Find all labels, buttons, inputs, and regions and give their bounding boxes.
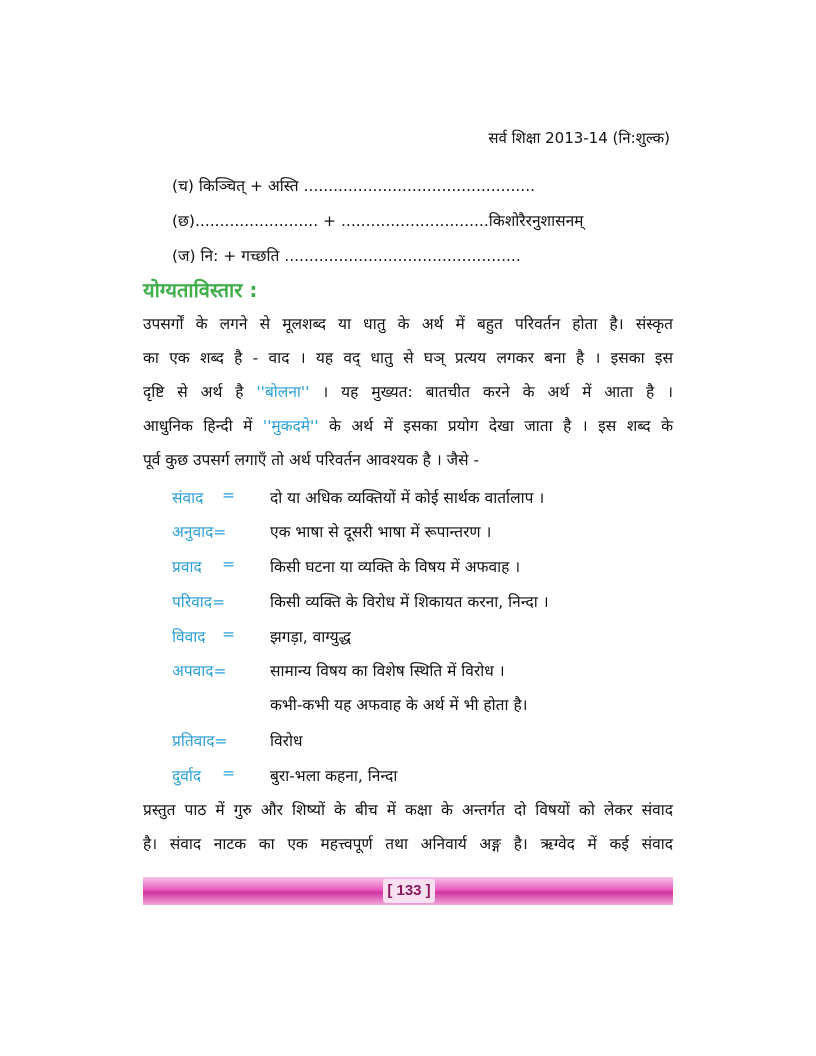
section-heading: योग्यताविस्तार : [143, 278, 258, 302]
equals-sign: = [222, 555, 235, 573]
line-text: । यह मुख्यत: बातचीत करने के अर्थ में आता है । [309, 383, 673, 401]
term-definition: कभी-कभी यह अफवाह के अर्थ में भी होता है। [270, 696, 528, 714]
term-definition: किसी घटना या व्यक्ति के विषय में अफवाह । [270, 558, 521, 576]
page-number: [ 133 ] [383, 879, 435, 903]
term-definition: दो या अधिक व्यक्तियों में कोई सार्थक वार्तालाप । [270, 489, 545, 507]
paragraph-line: है। संवाद नाटक का एक महत्त्वपूर्ण तथा अनिवार्य अङ्ग है। ऋग्वेद में कई संवाद [143, 835, 673, 853]
term: विवाद [172, 628, 206, 646]
line-text: दृष्टि से अर्थ है [143, 383, 257, 401]
term-definition: सामान्य विषय का विशेष स्थिति में विरोध । [270, 662, 505, 680]
paragraph-line: प्रस्तुत पाठ में गुरु और शिष्यों के बीच में कक्षा के अन्तर्गत दो विषयों को लेकर संवाद [143, 801, 673, 819]
term: प्रवाद [172, 558, 202, 576]
quoted-word: ''बोलना'' [256, 383, 310, 401]
term-definition: एक भाषा से दूसरी भाषा में रूपान्तरण । [270, 523, 492, 541]
term: अनुवाद= [172, 523, 227, 541]
term: दुर्वाद [172, 767, 202, 785]
term: परिवाद= [172, 593, 226, 611]
equals-sign: = [222, 764, 235, 782]
term-definition: विरोध [270, 732, 303, 750]
exercise-item: (ज) नि: + गच्छति ................................................ [172, 247, 521, 265]
page-header: सर्व शिक्षा 2013-14 (नि:शुल्क) [488, 129, 670, 147]
term-definition: झगड़ा, वाग्युद्ध [270, 628, 351, 646]
term-definition: बुरा-भला कहना, निन्दा [270, 767, 398, 785]
equals-sign: = [222, 486, 235, 504]
quoted-word: ''मुकदमे'' [262, 417, 319, 435]
exercise-item: (छ)......................... + ..............................किशोरैरनुशासनम् [172, 212, 584, 230]
paragraph-line: उपसर्गों के लगने से मूलशब्द या धातु के अर्थ में बहुत परिवर्तन होता है। संस्कृत [143, 315, 673, 333]
term-definition: किसी व्यक्ति के विरोध में शिकायत करना, निन्दा । [270, 593, 549, 611]
paragraph-line [143, 414, 673, 436]
line-text: के अर्थ में इसका प्रयोग देखा जाता है । इस शब्द के [318, 417, 673, 435]
equals-sign: = [222, 625, 235, 643]
paragraph-line: का एक शब्द है - वाद । यह वद् धातु से घञ् प्रत्यय लगकर बना है । इसका इस [143, 349, 673, 367]
term: अपवाद= [172, 662, 227, 680]
line-text: आधुनिक हिन्दी में [143, 417, 263, 435]
paragraph-line [143, 380, 673, 402]
term: संवाद [172, 489, 204, 507]
paragraph-line: पूर्व कुछ उपसर्ग लगाएँ तो अर्थ परिवर्तन आवश्यक है । जैसे - [143, 451, 480, 469]
exercise-item: (च) किञ्चित् + अस्ति ............................................... [172, 177, 536, 195]
term: प्रतिवाद= [172, 732, 228, 750]
